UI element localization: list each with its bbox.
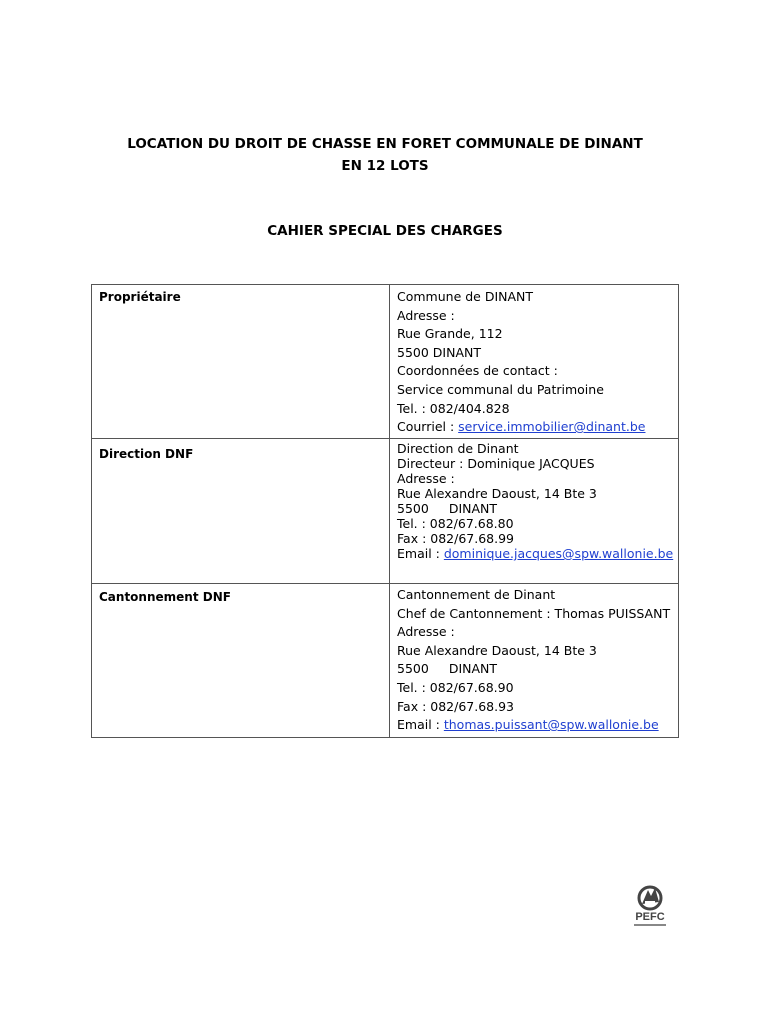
postal-code: 5500 — [397, 661, 429, 677]
row-label: Propriétaire — [92, 285, 390, 439]
email-link[interactable]: service.immobilier@dinant.be — [458, 419, 646, 435]
email-prefix: Courriel : — [397, 419, 459, 435]
info-line: Chef de Cantonnement : Thomas PUISSANT — [397, 605, 671, 621]
city: DINANT — [448, 501, 498, 516]
row-value — [390, 439, 679, 584]
info-line: 5500 DINANT — [397, 344, 481, 360]
row-value — [390, 285, 679, 439]
city: DINANT — [448, 661, 498, 677]
email-line — [397, 546, 678, 561]
info-line: Rue Alexandre Daoust, 14 Bte 3 — [397, 486, 597, 501]
email-link[interactable]: dominique.jacques@spw.wallonie.be — [443, 546, 674, 561]
document-subtitle: CAHIER SPECIAL DES CHARGES — [267, 223, 503, 239]
row-label: Direction DNF — [92, 439, 390, 584]
tel-line: Tel. : 082/67.68.80 — [397, 516, 514, 531]
contact-table — [91, 284, 679, 738]
row-label: Cantonnement DNF — [92, 584, 390, 738]
email-link[interactable]: thomas.puissant@spw.wallonie.be — [443, 717, 659, 733]
info-line: Cantonnement de Dinant — [397, 587, 556, 602]
table-row-direction-dnf — [92, 439, 679, 584]
email-prefix: Email : — [397, 717, 444, 733]
row-value — [390, 584, 679, 738]
table-row-cantonnement-dnf — [92, 584, 679, 738]
fax-line: Fax : 082/67.68.93 — [397, 698, 514, 714]
info-line: Commune de DINANT — [397, 289, 534, 304]
email-prefix: Email : — [397, 546, 444, 561]
info-line: Adresse : — [397, 307, 455, 323]
email-line — [397, 418, 678, 437]
email-line — [397, 716, 678, 735]
info-line: Adresse : — [397, 624, 455, 640]
info-line: Adresse : — [397, 471, 455, 486]
postal-code: 5500 — [397, 501, 429, 516]
pefc-logo-icon — [628, 884, 672, 930]
postal-line — [397, 660, 678, 679]
info-line: Tel. : 082/404.828 — [397, 400, 510, 416]
document-title-line-1: LOCATION DU DROIT DE CHASSE EN FORET COMMUNALE DE DINANT — [127, 136, 643, 152]
fax-line: Fax : 082/67.68.99 — [397, 531, 514, 546]
document-title-line-2: EN 12 LOTS — [341, 158, 429, 174]
tel-line: Tel. : 082/67.68.90 — [397, 679, 514, 695]
info-line: Coordonnées de contact : — [397, 363, 558, 379]
table-row-proprietaire — [92, 285, 679, 439]
pefc-logo-text: PEFC — [635, 911, 665, 923]
info-line: Service communal du Patrimoine — [397, 381, 604, 397]
info-line: Rue Alexandre Daoust, 14 Bte 3 — [397, 642, 597, 658]
info-line: Rue Grande, 112 — [397, 326, 503, 342]
info-line: Direction de Dinant — [397, 441, 519, 456]
postal-line — [397, 501, 678, 516]
info-line: Directeur : Dominique JACQUES — [397, 456, 595, 471]
